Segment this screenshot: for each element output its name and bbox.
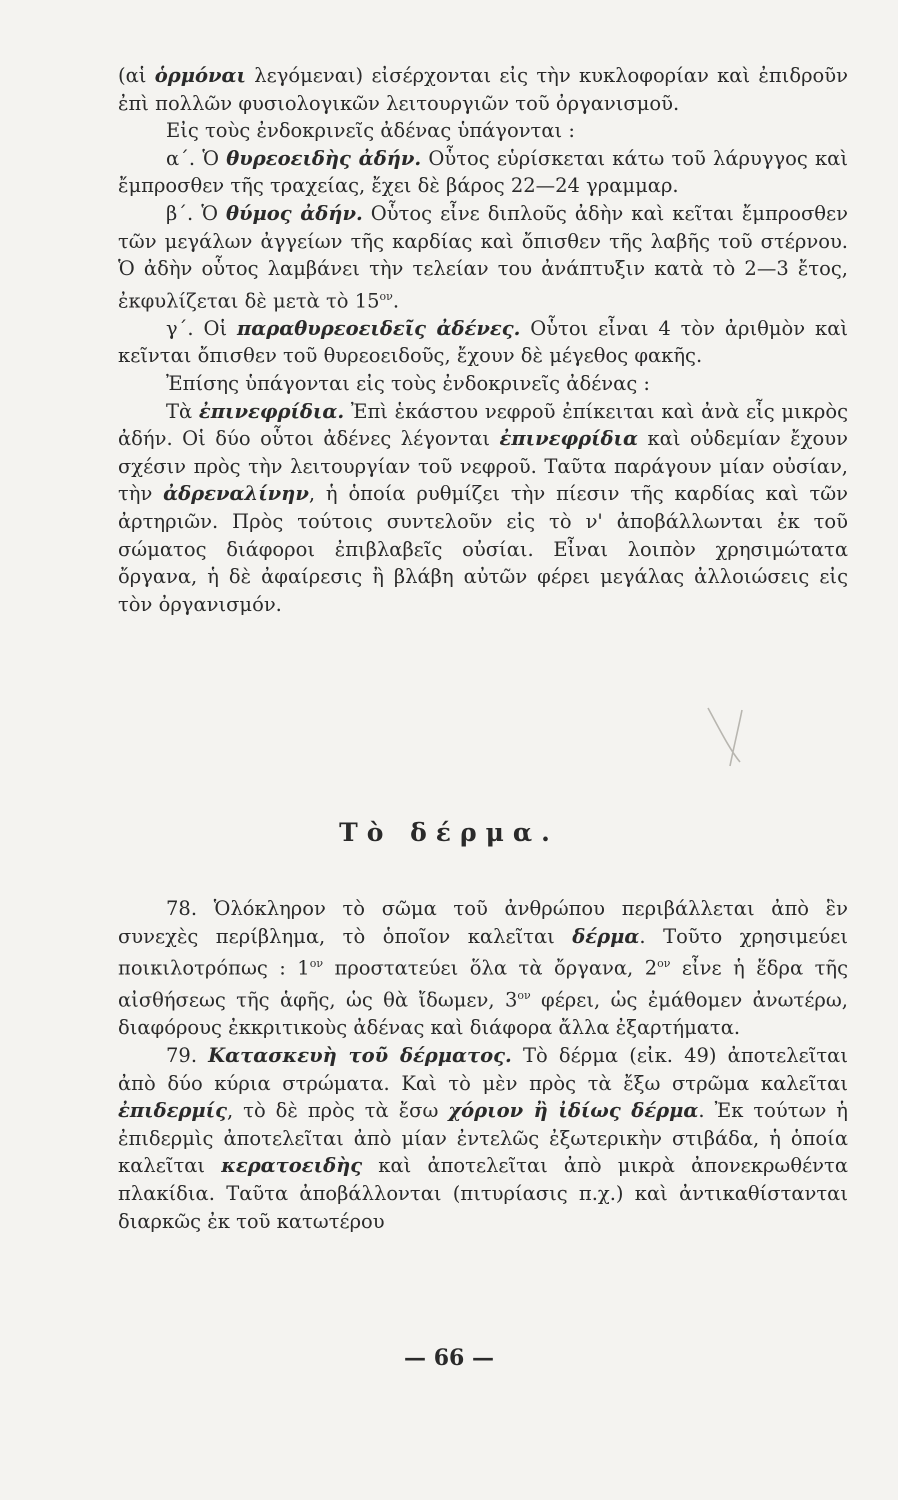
upper-text-block (118, 62, 848, 618)
text: καὶ οὐδεμίαν ἔχουν σχέσιν πρὸς τὴν λειτουργίαν τοῦ νεφροῦ. Ταῦτα παράγουν μίαν οὐσίαν, τὴν (118, 427, 848, 506)
term-adrenals-2: ἐπινεφρίδια (499, 427, 638, 451)
text: α΄. Ὁ (166, 146, 227, 170)
term-dermis: χόριον ἢ ἰδίως δέρμα (448, 1099, 699, 1123)
text: Οὗτος εὑρίσκεται κάτω τοῦ λάρυγγος καὶ ἔμπροσθεν τῆς τραχείας, ἔχει δὲ βάρος 22—24 γραμμαρ. (118, 146, 848, 198)
text: Οὗτοι εἶναι 4 τὸν ἀριθμὸν καὶ κεῖνται ὄπισθεν τοῦ θυρεοειδοῦς, ἔχουν δὲ μέγεθος φακῆς. (118, 316, 849, 368)
term-thymus: θύμος ἀδήν. (225, 201, 363, 225)
text: (αἱ (118, 64, 155, 87)
text: 78. Ὁλόκληρον τὸ σῶμα τοῦ ἀνθρώπου περιβάλλεται ἀπὸ ἓν συνεχὲς περίβλημα, τὸ ὁποῖον καλεῖται (118, 897, 848, 948)
section-heading: Τὸ δέρμα. (339, 818, 559, 847)
text: Οὗτος εἶνε διπλοῦς ἀδὴν καὶ κεῖται ἔμπροσθεν τῶν μεγάλων ἀγγείων τῆς καρδίας καὶ ὄπισθεν τῆς λαβῆς τοῦ στέρνου. Ὁ ἀδὴν οὗτος λαμβάνει τὴν τελείαν του ἀνάπτυξιν κατὰ τὸ 2—3 ἔτος, ἐκφυλίζεται δὲ μετὰ τὸ 15 (118, 201, 848, 313)
text: προστατεύει ὅλα τὰ ὄργανα, 2 (323, 956, 658, 980)
page-number: — 66 — (404, 1345, 494, 1371)
text: , ἡ ὁποία ρυθμίζει τὴν πίεσιν τῆς καρδίας καὶ τῶν ἀρτηριῶν. Πρὸς τούτοις συντελοῦν εἰς τὸ ν' ἀποβάλλωνται ἐκ τοῦ σώματος διάφοροι ἐπιβλαβεῖς οὐσίαι. Εἶναι λοιπὸν χρησιμώτατα ὄργανα, ἡ δὲ ἀφαίρεσις ἢ βλάβη αὐτῶν φέρει μεγάλας ἀλλοιώσεις εἰς τὸν ὀργανισμόν. (118, 482, 849, 616)
text: λεγόμεναι) εἰσέρχονται εἰς τὴν κυκλοφορίαν καὶ ἐπιδροῦν ἐπὶ πολλῶν φυσιολογικῶν λειτουργιῶν τοῦ ὀργανισμοῦ. (118, 64, 848, 115)
term-skin-structure: Κατασκευὴ τοῦ δέρματος. (208, 1043, 512, 1067)
text: . Τοῦτο χρησιμεύει ποικιλοτρόπως : 1 (118, 924, 848, 980)
superscript: ον (309, 957, 324, 971)
text: β΄. Ὁ (166, 201, 226, 225)
text: φέρει, ὡς ἐμάθομεν ἀνωτέρω, διαφόρους ἐκκριτικοὺς ἀδένας καὶ διάφορα ἄλλα ἐξαρτήματα. (118, 988, 848, 1040)
term-epidermis: ἐπιδερμίς (118, 1099, 227, 1123)
text: . (392, 289, 400, 313)
text: Τὸ δέρμα (εἰκ. 49) ἀποτελεῖται ἀπὸ δύο κύρια στρώματα. Καὶ τὸ μὲν πρὸς τὰ ἔξω στρῶμα καλεῖται (118, 1043, 848, 1095)
term-adrenaline: ἀδρεναλίνην (163, 482, 309, 506)
paragraph-hormones (118, 62, 848, 117)
paragraph-78 (118, 895, 848, 1042)
skin-section (118, 895, 848, 1235)
superscript: ον (657, 957, 671, 971)
term-parathyroid: παραθυρεοειδεῖς ἀδένες. (236, 316, 521, 340)
text: 79. (166, 1043, 209, 1067)
paragraph-parathyroid (118, 315, 848, 370)
paragraph-thyroid (118, 145, 848, 200)
superscript: ον (517, 989, 531, 1003)
text: Τὰ (166, 399, 199, 423)
text: Ἐπὶ ἑκάστου νεφροῦ ἐπίκειται καὶ ἀνὰ εἷς μικρὸς ἀδήν. Οἱ δύο οὗτοι ἀδένες λέγονται (118, 399, 849, 451)
paragraph-intro-glands: Εἰς τοὺς ἐνδοκρινεῖς ἀδένας ὑπάγονται : (166, 119, 575, 143)
term-skin: δέρμα (572, 924, 640, 948)
term-adrenals: ἐπινεφρίδια. (198, 399, 345, 423)
superscript: ον (379, 289, 393, 303)
paragraph-adrenals (118, 398, 848, 619)
term-thyroid: θυρεοειδὴς ἀδήν. (226, 146, 422, 170)
text: καὶ ἀποτελεῖται ἀπὸ μικρὰ ἀπονεκρωθέντα πλακίδια. Ταῦτα ἀποβάλλονται (πιτυρίασις π.χ.) καὶ ἀντικαθίστανται διαρκῶς ἐκ τοῦ κατωτέρου (118, 1154, 848, 1233)
text: . Ἐκ τούτων ἡ ἐπιδερμὶς ἀποτελεῖται ἀπὸ μίαν ἐντελῶς ἐξωτερικὴν στιβάδα, ἡ ὁποία καλεῖται (118, 1099, 848, 1178)
term-hormones: ὁρμόναι (154, 64, 246, 87)
pencil-mark-icon (700, 700, 760, 770)
text: εἶνε ἡ ἕδρα τῆς αἰσθήσεως τῆς ἁφῆς, ὡς θὰ ἴδωμεν, 3 (118, 956, 848, 1012)
paragraph-also-glands: Ἐπίσης ὑπάγονται εἰς τοὺς ἐνδοκρινεῖς ἀδένας : (166, 372, 651, 396)
term-keratin-layer: κερατοειδὴς (221, 1154, 363, 1178)
paragraph-79 (118, 1042, 848, 1235)
paragraph-thymus (118, 200, 848, 315)
text: γ΄. Οἱ (166, 316, 237, 340)
text: , τὸ δὲ πρὸς τὰ ἔσω (226, 1099, 449, 1123)
